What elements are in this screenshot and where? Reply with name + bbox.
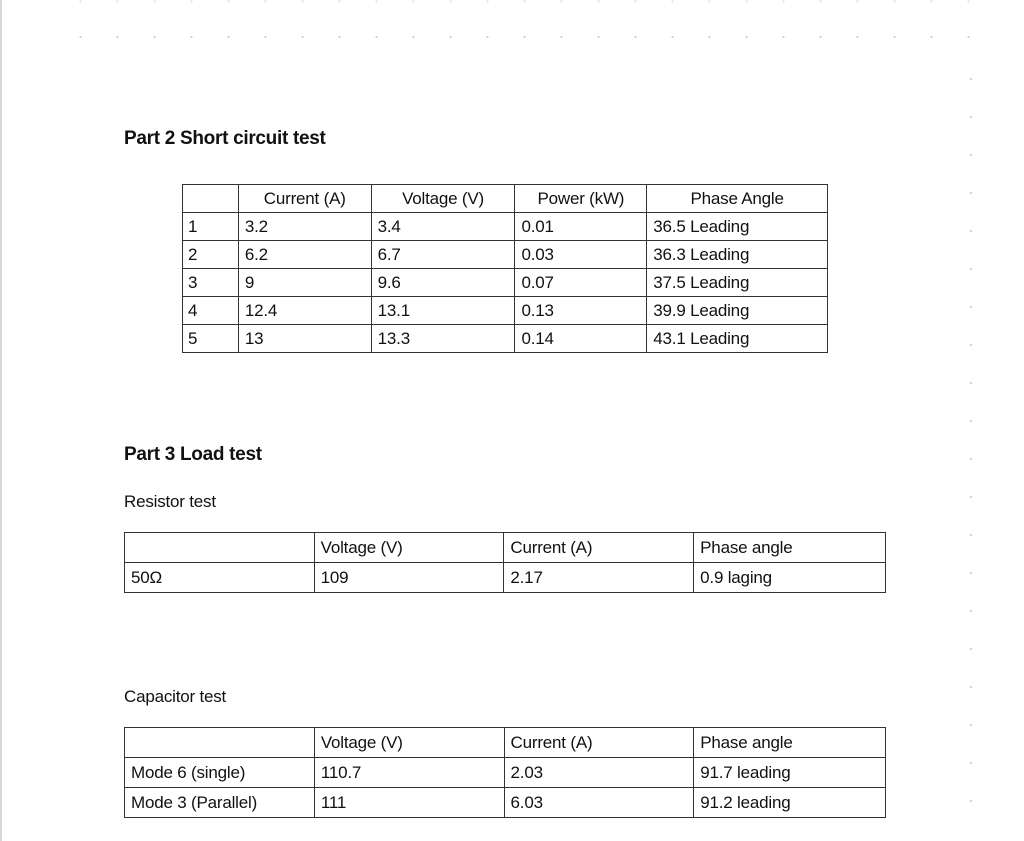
row-index: 1 [183, 213, 239, 241]
phase-angle-cell: 91.2 leading [694, 788, 886, 818]
phase-angle-cell: 43.1 Leading [647, 325, 828, 353]
current-cell: 13 [238, 325, 371, 353]
phase-angle-cell: 36.5 Leading [647, 213, 828, 241]
voltage-cell: 13.3 [371, 325, 515, 353]
row-index: 3 [183, 269, 239, 297]
short-circuit-table [182, 184, 828, 353]
header-cell-load [125, 533, 315, 563]
table-row [183, 213, 828, 241]
mode-cell: Mode 6 (single) [125, 758, 315, 788]
phase-angle-cell: 91.7 leading [694, 758, 886, 788]
page-top-edge [62, 0, 984, 3]
row-index: 5 [183, 325, 239, 353]
voltage-cell: 9.6 [371, 269, 515, 297]
row-index: 4 [183, 297, 239, 325]
current-cell: 12.4 [238, 297, 371, 325]
phase-angle-cell: 36.3 Leading [647, 241, 828, 269]
part2-heading: Part 2 Short circuit test [124, 128, 326, 149]
phase-angle-cell: 39.9 Leading [647, 297, 828, 325]
voltage-cell: 13.1 [371, 297, 515, 325]
part3-heading: Part 3 Load test [124, 444, 262, 465]
header-cell-phase-angle: Phase Angle [647, 185, 828, 213]
resistor-test-label: Resistor test [124, 492, 216, 511]
table-row [125, 788, 886, 818]
header-cell-phase-angle: Phase angle [694, 533, 886, 563]
header-cell-power: Power (kW) [515, 185, 647, 213]
table-row [125, 758, 886, 788]
power-cell: 0.01 [515, 213, 647, 241]
phase-angle-cell: 0.9 laging [694, 563, 886, 593]
table-row [183, 269, 828, 297]
header-cell-phase-angle: Phase angle [694, 728, 886, 758]
current-cell: 2.17 [504, 563, 694, 593]
resistor-test-table [124, 532, 886, 593]
header-cell-current: Current (A) [238, 185, 371, 213]
load-cell: 50Ω [125, 563, 315, 593]
power-cell: 0.07 [515, 269, 647, 297]
table-row [125, 563, 886, 593]
phase-angle-cell: 37.5 Leading [647, 269, 828, 297]
power-cell: 0.13 [515, 297, 647, 325]
voltage-cell: 110.7 [314, 758, 504, 788]
ruler-dots-horizontal [62, 36, 984, 38]
header-cell-voltage: Voltage (V) [371, 185, 515, 213]
header-cell-voltage: Voltage (V) [314, 728, 504, 758]
current-cell: 3.2 [238, 213, 371, 241]
current-cell: 6.03 [504, 788, 694, 818]
voltage-cell: 6.7 [371, 241, 515, 269]
header-cell-voltage: Voltage (V) [314, 533, 504, 563]
capacitor-test-table [124, 727, 886, 818]
mode-cell: Mode 3 (Parallel) [125, 788, 315, 818]
power-cell: 0.14 [515, 325, 647, 353]
voltage-cell: 109 [314, 563, 504, 593]
ruler-dots-vertical [970, 60, 972, 831]
voltage-cell: 3.4 [371, 213, 515, 241]
table-row [183, 297, 828, 325]
header-cell-current: Current (A) [504, 728, 694, 758]
header-cell-mode [125, 728, 315, 758]
table-header-row [125, 728, 886, 758]
current-cell: 2.03 [504, 758, 694, 788]
capacitor-test-label: Capacitor test [124, 687, 227, 706]
power-cell: 0.03 [515, 241, 647, 269]
table-row [183, 241, 828, 269]
current-cell: 6.2 [238, 241, 371, 269]
table-header-row [125, 533, 886, 563]
row-index: 2 [183, 241, 239, 269]
table-header-row [183, 185, 828, 213]
current-cell: 9 [238, 269, 371, 297]
header-cell-current: Current (A) [504, 533, 694, 563]
voltage-cell: 111 [314, 788, 504, 818]
header-cell-index [183, 185, 239, 213]
table-row [183, 325, 828, 353]
